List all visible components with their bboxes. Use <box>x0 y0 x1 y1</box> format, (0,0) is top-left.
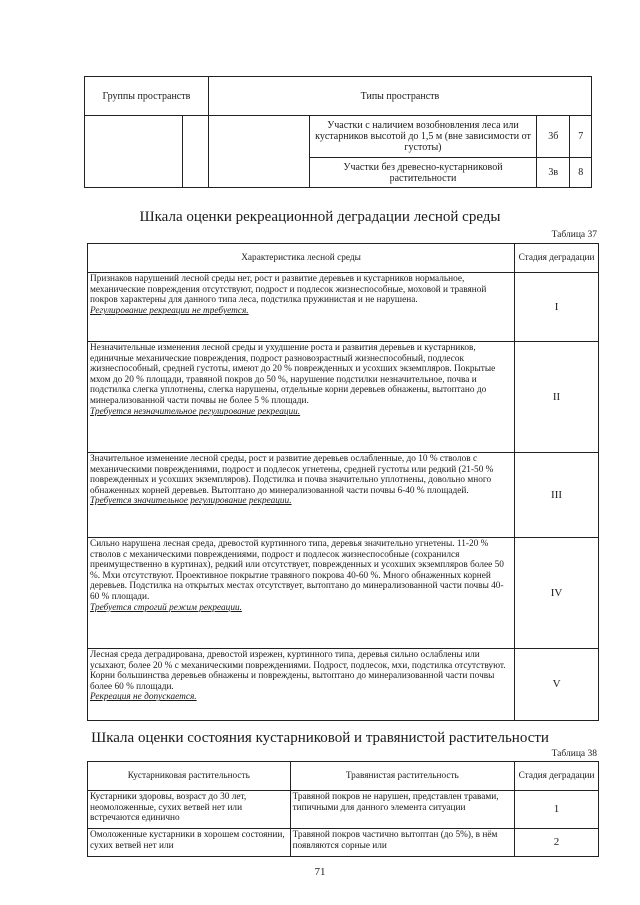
header-stage: Стадия деградации <box>515 762 599 791</box>
regulation-note: Требуется значительное регулирование рекреации. <box>90 496 292 507</box>
degradation-table <box>87 243 599 721</box>
regulation-note: Требуется строгий режим рекреации. <box>90 602 242 613</box>
stage-value: 1 <box>515 791 599 829</box>
header-space-groups: Группы пространств <box>85 77 209 116</box>
space-code: 3б <box>537 116 570 158</box>
vegetation-table <box>87 761 599 857</box>
table-row-text: Лесная среда деградирована, древостой изрежен, куртинного типа, деревья сильно ослаблены или усыхают, более 20 % с механическими повреждениями. Подрост, подлесок, мхи, подстилка отсутствуют. Корни большинства деревьев обнажены и повреждены, вытоптано до минерализованной части почвы более 60 % площади. Рекреация не допускается. <box>88 649 515 721</box>
stage-value: II <box>515 342 599 453</box>
stage-value: I <box>515 273 599 342</box>
grass-cell: Травяной покров частично вытоптан (до 5%), в нём появляются сорные или <box>290 829 515 857</box>
stage-value: III <box>515 453 599 538</box>
table37-title: Шкала оценки рекреационной деградации лесной среды <box>139 209 501 225</box>
regulation-note: Регулирование рекреации не требуется. <box>90 305 249 316</box>
page-number: 71 <box>314 866 326 878</box>
space-number: 8 <box>570 158 592 188</box>
table38-label: Таблица 38 <box>551 749 597 759</box>
stage-value: IV <box>515 538 599 649</box>
header-shrubs: Кустарниковая растительность <box>88 762 291 791</box>
empty-cell <box>85 116 183 188</box>
header-stage: Стадия деградации <box>515 244 599 273</box>
header-grass: Травянистая растительность <box>290 762 515 791</box>
space-type-text: Участки с наличием возобновления леса или кустарников высотой до 1,5 м (вне зависимости от густоты) <box>309 116 536 158</box>
spaces-table <box>84 76 592 188</box>
table-row-text: Признаков нарушений лесной среды нет, рост и развитие деревьев и кустарников нормальное, механические повреждения отсутствуют, подрост и подлесок жизнеспособные, моховой и травяной покров характерны для данного типа леса, подстилка пружинистая и не нарушена. Регулирование рекреации не требуется. <box>88 273 515 342</box>
regulation-note: Требуется незначительное регулирование рекреации. <box>90 406 301 417</box>
empty-cell <box>208 116 309 188</box>
shrub-cell: Кустарники здоровы, возраст до 30 лет, неомоложенные, сухих ветвей нет или встречаются единично <box>88 791 291 829</box>
header-characteristic: Характеристика лесной среды <box>88 244 515 273</box>
regulation-note: Рекреация не допускается. <box>90 692 197 703</box>
space-code: 3в <box>537 158 570 188</box>
table-row-text: Значительное изменение лесной среды, рост и развитие деревьев ослабленные, до 10 % стволов с механическими повреждениями, подрост и подлесок угнетены, средней густоты или редкий (21-50 % поврежденных и усохших экземпляров). Подстилка и почва значительно уплотнены, довольно много обнаженных корней деревьев. Вытоптано до минерализованной части почвы 6-40 % площадей. Требуется значительное регулирование рекреации. <box>88 453 515 538</box>
empty-cell <box>183 116 209 188</box>
stage-value: 2 <box>515 829 599 857</box>
stage-value: V <box>515 649 599 721</box>
table37-label: Таблица 37 <box>551 230 597 240</box>
table38-title: Шкала оценки состояния кустарниковой и травянистой растительности <box>91 730 549 746</box>
space-number: 7 <box>570 116 592 158</box>
table-row-text: Сильно нарушена лесная среда, древостой куртинного типа, деревья значительно угнетены. 11-20 % стволов с механическими повреждениями, подрост и подлесок жизнеспособные (сохранился преимущественно в куртинах), редкий или отсутствует, поврежденных и усохших экземпляров более 50 %. Мхи отсутствуют. Проективное покрытие травяного покрова 40-60 %. Много обнаженных корней деревьев. Подстилка на открытых местах отсутствует, вытоптано до минерализованной части почвы 40-60 % площади. Требуется строгий режим рекреации. <box>88 538 515 649</box>
grass-cell: Травяной покров не нарушен, представлен травами, типичными для данного элемента ситуации <box>290 791 515 829</box>
table-row-text: Незначительные изменения лесной среды и ухудшение роста и развития деревьев и кустарников, единичные механические повреждения, подрост разновозрастный жизнеспособный, подлесок жизнеспособный, средней густоты, имеют до 20 % поврежденных и усохших экземпляров. Покрытые мхом до 20 % площади, травяной покров до 50 %, нарушение подстилки незначительное, почва и подстилка слегка уплотнены, слегка нарушены, отдельные корни деревьев обнажены, вытоптано до минерализованной части почвы не более 5 % площади. Требуется незначительное регулирование рекреации. <box>88 342 515 453</box>
shrub-cell: Омоложенные кустарники в хорошем состоянии, сухих ветвей нет или <box>88 829 291 857</box>
header-space-types: Типы пространств <box>208 77 591 116</box>
space-type-text: Участки без древесно-кустарниковой растительности <box>309 158 536 188</box>
